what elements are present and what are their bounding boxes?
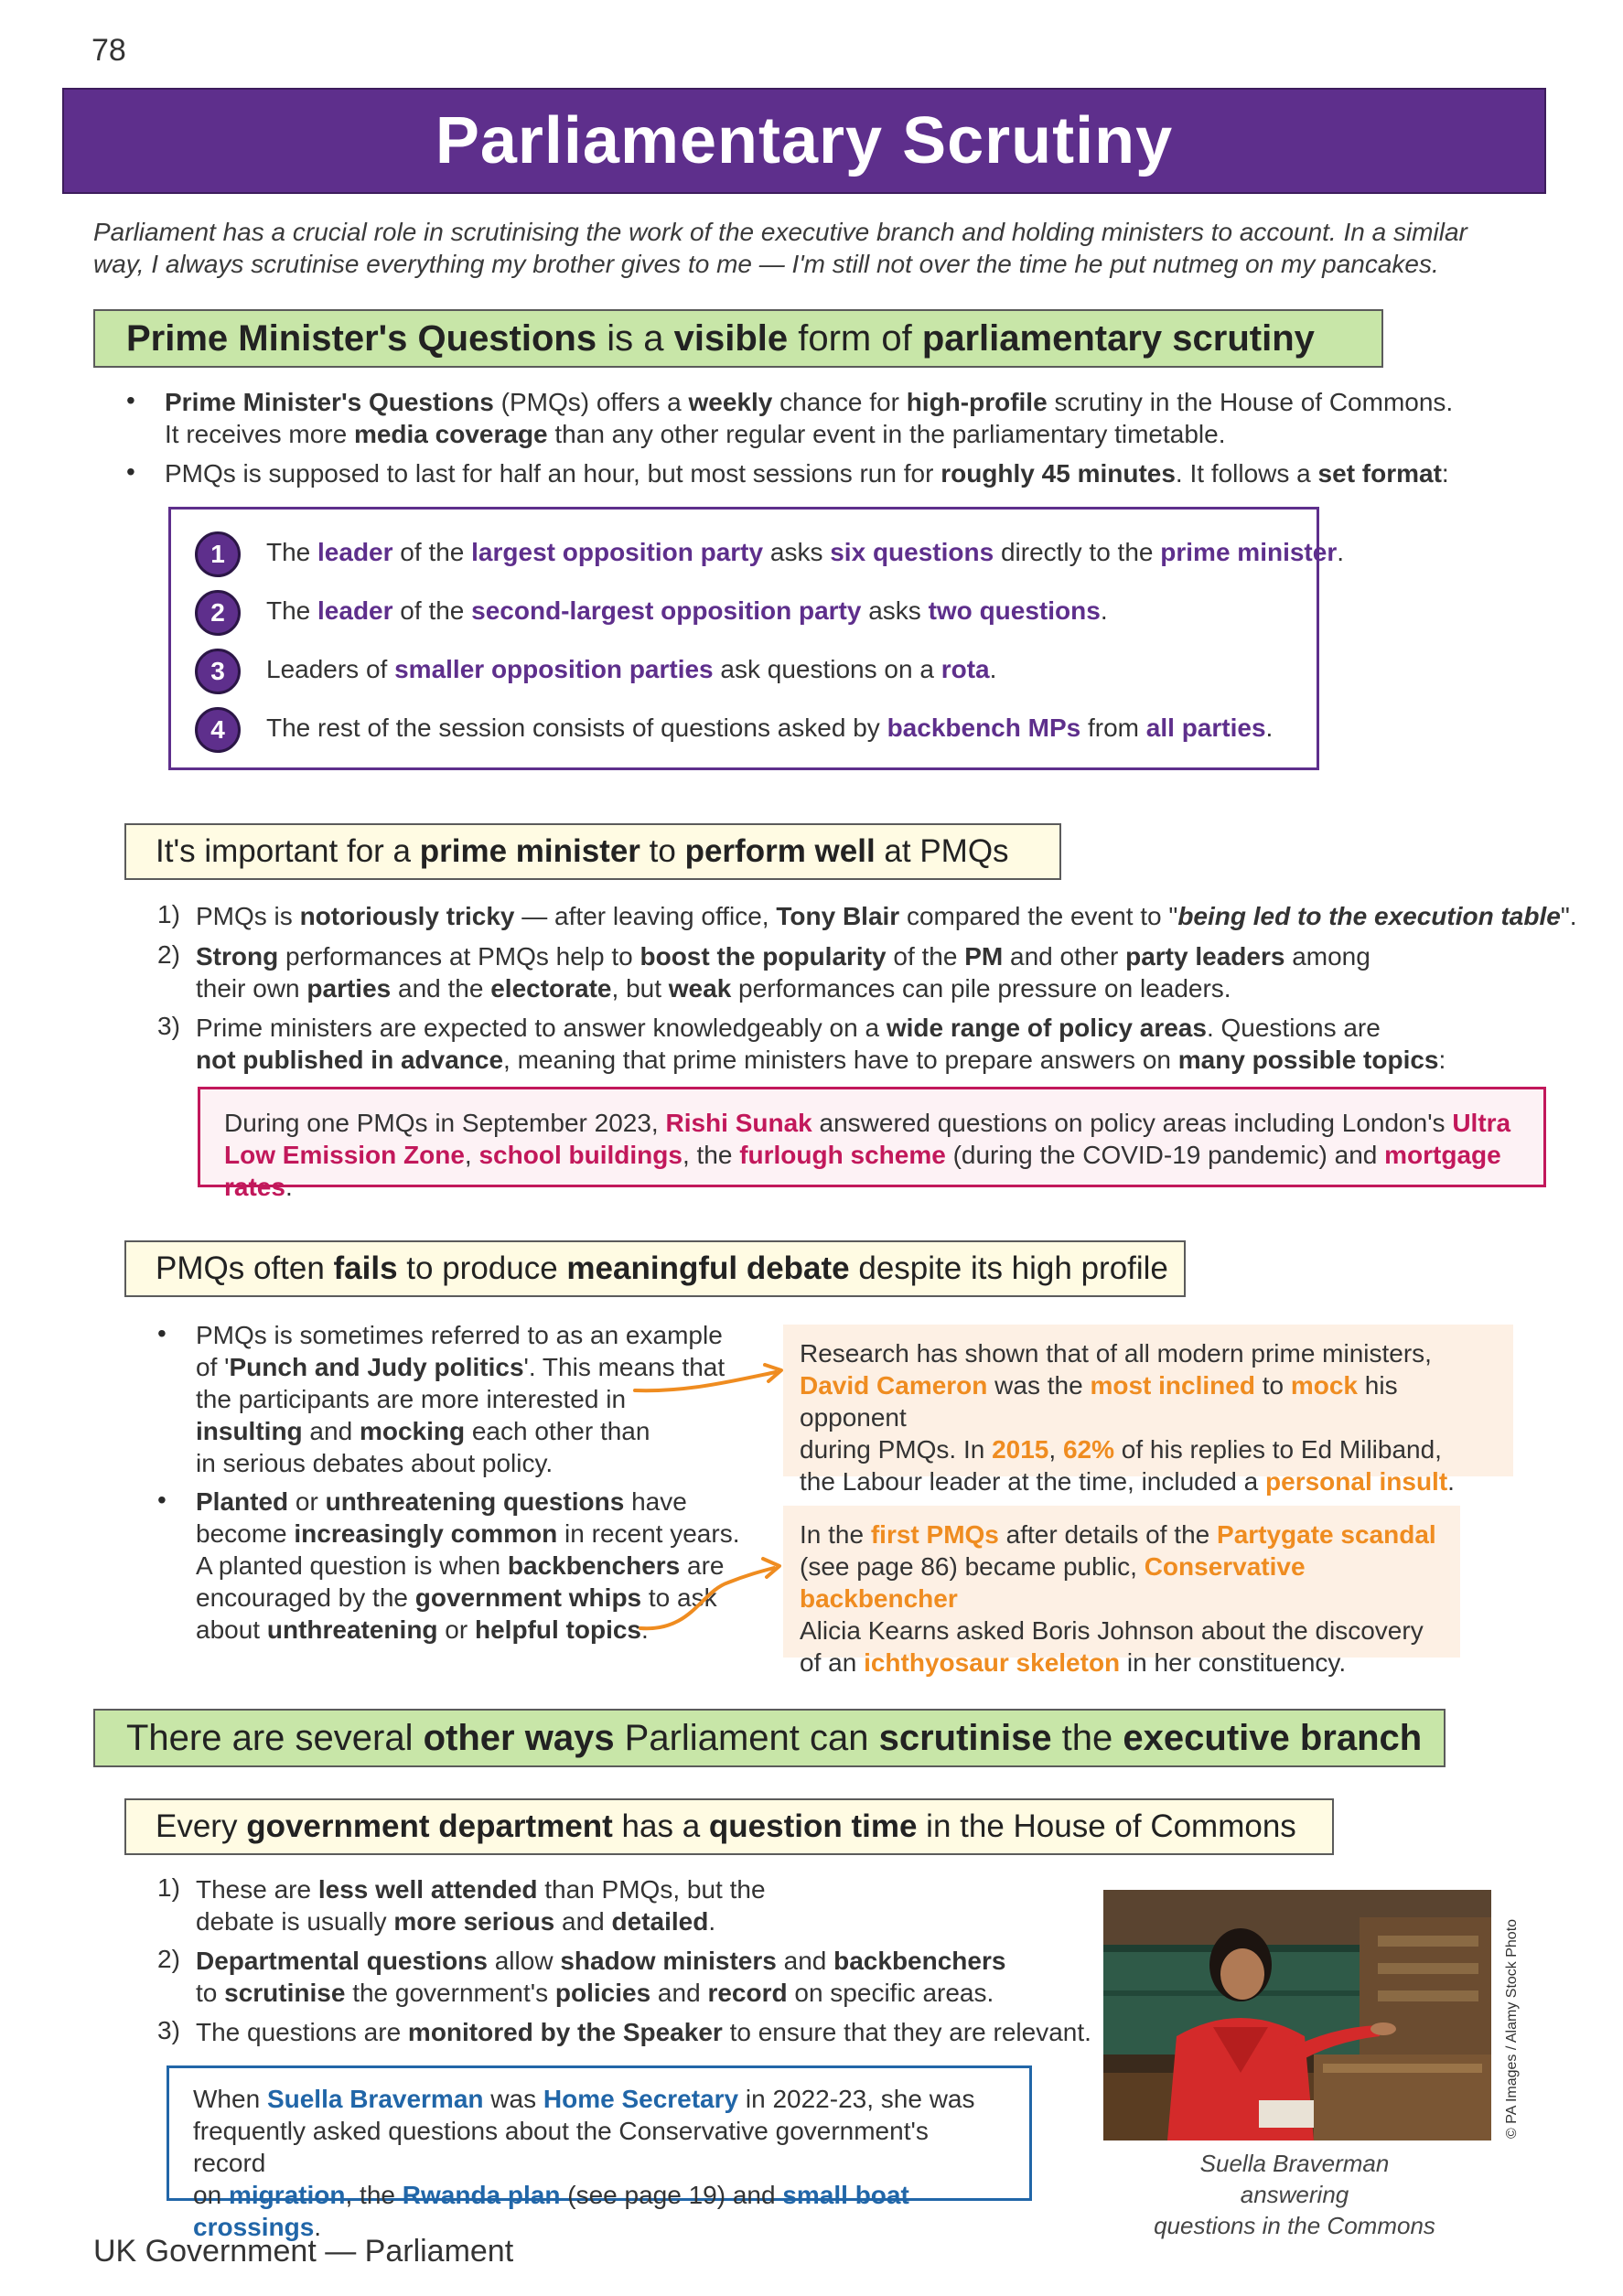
sunak-example-box: During one PMQs in September 2023, Rishi Sunak answered questions on policy areas including London's Ultra Low Emission Zone, school buildings, the furlough scheme (during the COVID-19 pandemic) and mortgage rates. bbox=[198, 1087, 1546, 1187]
photo-caption: Suella Braverman answering questions in the Commons bbox=[1154, 2150, 1435, 2239]
pmqs-format-box bbox=[168, 507, 1344, 770]
item-number: 1) bbox=[157, 900, 180, 928]
pmqs-heading bbox=[93, 309, 1383, 368]
pmqs-bullet-1: Prime Minister's Questions (PMQs) offers a weekly chance for high-profile scrutiny in the House of Commons. It receives more media coverage than any other regular event in the parliamentary timetable. bbox=[165, 388, 1454, 448]
perform-item-3: Prime ministers are expected to answer knowledgeably on a wide range of policy areas. Questions are not published in advance, meaning that prime ministers have to prepare answers on many possible topics: bbox=[196, 1014, 1446, 1074]
format-step-2: The leader of the second-largest opposition party asks two questions. bbox=[266, 596, 1108, 625]
format-step-4: The rest of the session consists of questions asked by backbench MPs from all parties. bbox=[266, 713, 1274, 742]
punch-judy-bullet: PMQs is sometimes referred to as an example of 'Punch and Judy politics'. This means that the participants are more interested in insulting and mocking each other than in serious debates about policy. bbox=[196, 1321, 726, 1477]
bullet-dot: • bbox=[157, 1486, 167, 1514]
bullet-dot: • bbox=[126, 386, 135, 414]
arrow-icon bbox=[637, 1555, 792, 1637]
heading-text: There are several other ways Parliament can scrutinise the executive branch bbox=[126, 1717, 1423, 1758]
page-footer: UK Government — Parliament bbox=[93, 2234, 514, 2269]
photo-credit-text: © PA Images / Alamy Stock Photo bbox=[1504, 1918, 1520, 2139]
title-banner bbox=[62, 88, 1546, 194]
heading-text: Every government department has a question time in the House of Commons bbox=[156, 1808, 1296, 1844]
commons-photo bbox=[1103, 1890, 1491, 2140]
planted-questions-bullet: Planted or unthreatening questions have become increasingly common in recent years. A planted question is when backbenchers are encouraged by the government whips to ask about unthreatening or helpful topics. bbox=[196, 1487, 740, 1644]
step-number-badge: 2 bbox=[195, 590, 241, 636]
item-number: 3) bbox=[157, 2016, 180, 2044]
bullet-dot: • bbox=[126, 457, 135, 486]
page-title: Parliamentary Scrutiny bbox=[435, 104, 1174, 177]
format-step-3: Leaders of smaller opposition parties ask questions on a rota. bbox=[266, 655, 997, 683]
braverman-photo-image bbox=[1103, 1890, 1491, 2140]
photo-credit bbox=[1500, 1912, 1522, 2140]
perform-well-heading bbox=[124, 823, 1061, 880]
step-number-badge: 3 bbox=[195, 649, 241, 694]
heading-text: It's important for a prime minister to perform well at PMQs bbox=[156, 833, 1009, 869]
perform-item-1: PMQs is notoriously tricky — after leaving office, Tony Blair compared the event to "being led to the execution table". bbox=[196, 902, 1577, 930]
partygate-example-box: In the first PMQs after details of the Partygate scandal (see page 86) became public, Conservative backbencher Alicia Kearns asked Boris Johnson about the discovery of an ichthyosaur skeleton in her constituency. bbox=[783, 1506, 1460, 1658]
question-time-heading bbox=[124, 1798, 1334, 1855]
item-number: 3) bbox=[157, 1012, 180, 1040]
cameron-research-box: Research has shown that of all modern prime ministers, David Cameron was the most inclined to mock his opponent during PMQs. In 2015, 62% of his replies to Ed Miliband, the Labour leader at the time, included a personal insult. bbox=[783, 1325, 1513, 1476]
intro-text: Parliament has a crucial role in scrutinising the work of the executive branch and holding ministers to account. In a similar way, I always scrutinise everything my brother gives to me — I'm still not over the time he put nutmeg on my pancakes. bbox=[93, 218, 1467, 278]
perform-item-2: Strong performances at PMQs help to boost the popularity of the PM and other party leaders among their own parties and the electorate, but weak performances can pile pressure on leaders. bbox=[196, 942, 1370, 1003]
question-time-item-1: These are less well attended than PMQs, but the debate is usually more serious and detailed. bbox=[196, 1875, 766, 1936]
question-time-item-2: Departmental questions allow shadow ministers and backbenchers to scrutinise the government's policies and record on specific areas. bbox=[196, 1947, 1006, 2007]
item-number: 2) bbox=[157, 1945, 180, 1973]
other-ways-heading bbox=[93, 1709, 1446, 1767]
bullet-dot: • bbox=[157, 1319, 167, 1347]
braverman-example-box: When Suella Braverman was Home Secretary in 2022-23, she was frequently asked questions about the Conservative government's record on migration, the Rwanda plan (see page 19) and small boat crossings. bbox=[167, 2065, 1032, 2201]
meaningful-debate-heading bbox=[124, 1240, 1186, 1297]
page-number: 78 bbox=[91, 33, 126, 68]
question-time-item-3: The questions are monitored by the Speaker to ensure that they are relevant. bbox=[196, 2018, 1091, 2046]
item-number: 2) bbox=[157, 940, 180, 969]
pmqs-bullet-2: PMQs is supposed to last for half an hour, but most sessions run for roughly 45 minutes. It follows a set format: bbox=[165, 459, 1449, 488]
heading-text: PMQs often fails to produce meaningful debate despite its high profile bbox=[156, 1250, 1168, 1286]
step-number-badge: 4 bbox=[195, 707, 241, 753]
format-step-1: The leader of the largest opposition party asks six questions directly to the prime minister. bbox=[266, 538, 1344, 566]
arrow-icon bbox=[631, 1363, 796, 1400]
heading-text: Prime Minister's Questions is a visible form of parliamentary scrutiny bbox=[126, 317, 1315, 359]
item-number: 1) bbox=[157, 1873, 180, 1902]
step-number-badge: 1 bbox=[195, 531, 241, 577]
